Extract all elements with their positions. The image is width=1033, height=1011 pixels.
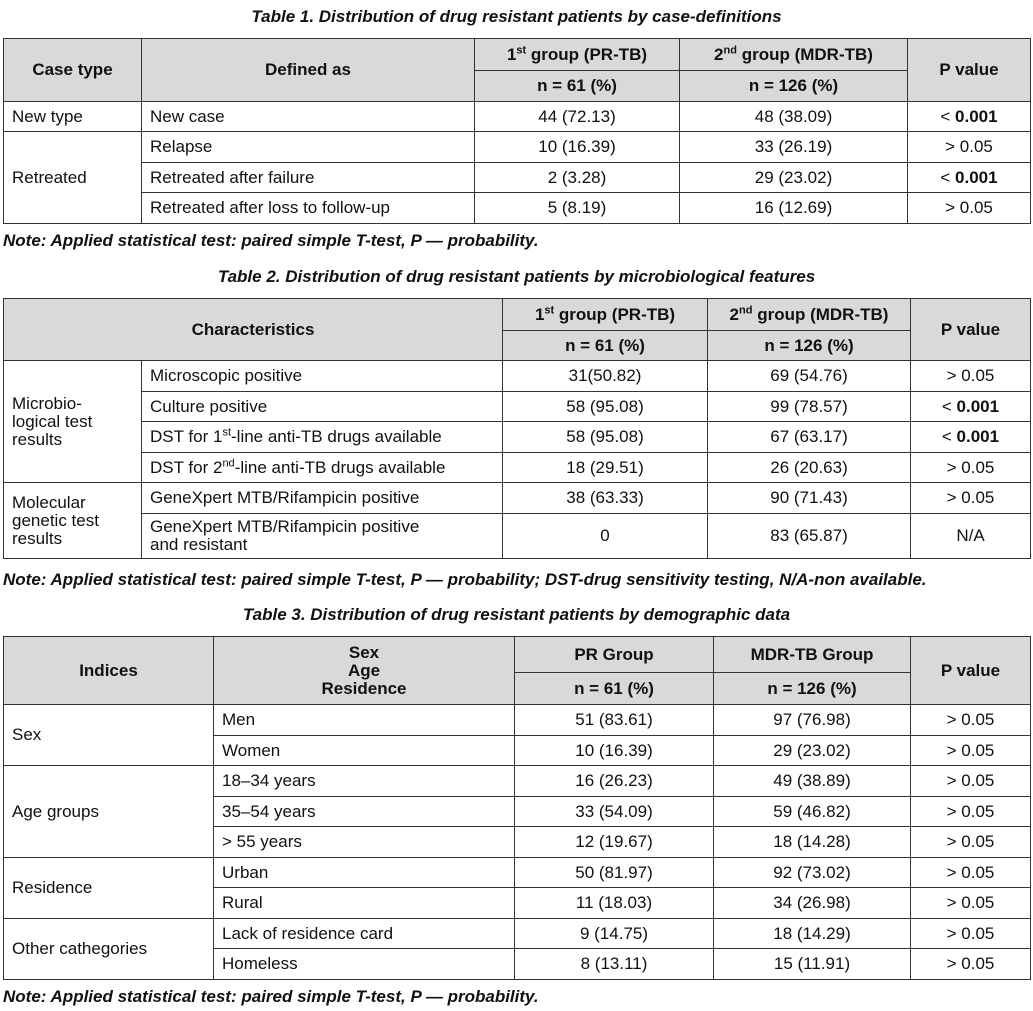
table2-header-characteristics: Characteristics bbox=[4, 299, 503, 361]
table1-cell-g2: 16 (12.69) bbox=[680, 193, 908, 224]
table2-cell-g1: 0 bbox=[503, 514, 708, 559]
table2-cell-g1: 58 (95.08) bbox=[503, 392, 708, 422]
table3-cell-p: > 0.05 bbox=[911, 827, 1031, 858]
table3-cell-item: Men bbox=[214, 705, 515, 736]
table1-cell-defined: Relapse bbox=[142, 132, 475, 163]
table2-cell-item: GeneXpert MTB/Rifampicin positive bbox=[142, 483, 503, 514]
table3-note: Note: Applied statistical test: paired simple T-test, P — probability. bbox=[3, 987, 539, 1006]
table2-cell-item: GeneXpert MTB/Rifampicin positive and resistant bbox=[142, 514, 503, 559]
table3-header-group1-n: n = 61 (%) bbox=[515, 673, 714, 705]
table1-cell-g2: 29 (23.02) bbox=[680, 163, 908, 193]
table2-cell-p: N/A bbox=[911, 514, 1031, 559]
table3-cell-g1: 9 (14.75) bbox=[515, 919, 714, 949]
table2-cell-g1: 31(50.82) bbox=[503, 361, 708, 392]
table3-cell-p: > 0.05 bbox=[911, 858, 1031, 888]
table3-cell-item: Rural bbox=[214, 888, 515, 919]
table3-cell-item: 35–54 years bbox=[214, 797, 515, 827]
table3-cell-g1: 51 (83.61) bbox=[515, 705, 714, 736]
table3-cell-p: > 0.05 bbox=[911, 919, 1031, 949]
table-row bbox=[4, 858, 1031, 888]
table3-cell-g1: 16 (26.23) bbox=[515, 766, 714, 797]
table2-group-microbiological: Microbio- logical test results bbox=[4, 361, 142, 483]
table-row bbox=[4, 483, 1031, 514]
table3-group-age: Age groups bbox=[4, 766, 214, 858]
table3-cell-g2: 15 (11.91) bbox=[714, 949, 911, 980]
table2-cell-p: > 0.05 bbox=[911, 361, 1031, 392]
table2-cell-g1: 38 (63.33) bbox=[503, 483, 708, 514]
table3-cell-g1: 8 (13.11) bbox=[515, 949, 714, 980]
table3-cell-item: Lack of residence card bbox=[214, 919, 515, 949]
table2-cell-p: > 0.05 bbox=[911, 483, 1031, 514]
table1-cell-type: Retreated bbox=[4, 132, 142, 224]
table3-cell-g1: 12 (19.67) bbox=[515, 827, 714, 858]
table2-caption: Table 2. Distribution of drug resistant patients by microbiological features bbox=[217, 267, 816, 286]
table3-cell-g2: 18 (14.29) bbox=[714, 919, 911, 949]
table2-cell-g2: 83 (65.87) bbox=[708, 514, 911, 559]
table3-cell-item: Women bbox=[214, 736, 515, 766]
table3-cell-item: Urban bbox=[214, 858, 515, 888]
table3-cell-g2: 59 (46.82) bbox=[714, 797, 911, 827]
table3 bbox=[3, 636, 1031, 980]
table3-cell-p: > 0.05 bbox=[911, 797, 1031, 827]
table3-cell-g2: 18 (14.28) bbox=[714, 827, 911, 858]
table2-cell-g2: 99 (78.57) bbox=[708, 392, 911, 422]
table-row bbox=[4, 705, 1031, 736]
table-row bbox=[4, 132, 1031, 163]
table2-cell-item: Culture positive bbox=[142, 392, 503, 422]
table3-header-group2: MDR-TB Group bbox=[714, 637, 911, 673]
table1-cell-p: > 0.05 bbox=[908, 132, 1031, 163]
table1-header-group1: 1st group (PR-TB) bbox=[475, 39, 680, 71]
table3-header-indices: Indices bbox=[4, 637, 214, 705]
table1-cell-type: New type bbox=[4, 102, 142, 132]
table1-cell-p: < 0.001 bbox=[908, 163, 1031, 193]
table2-header-group1-n: n = 61 (%) bbox=[503, 331, 708, 361]
table3-group-sex: Sex bbox=[4, 705, 214, 766]
table2-cell-item: DST for 1st-line anti-TB drugs available bbox=[142, 422, 503, 453]
table3-cell-g1: 10 (16.39) bbox=[515, 736, 714, 766]
table1-header-case-type: Case type bbox=[4, 39, 142, 102]
table1-cell-g2: 33 (26.19) bbox=[680, 132, 908, 163]
table3-cell-g2: 49 (38.89) bbox=[714, 766, 911, 797]
table1-cell-defined: Retreated after failure bbox=[142, 163, 475, 193]
table3-group-other: Other cathegories bbox=[4, 919, 214, 980]
table1-cell-g1: 5 (8.19) bbox=[475, 193, 680, 224]
table-row bbox=[4, 514, 1031, 559]
table2-cell-g2: 67 (63.17) bbox=[708, 422, 911, 453]
table1-header-group2: 2nd group (MDR-TB) bbox=[680, 39, 908, 71]
table-row bbox=[4, 919, 1031, 949]
table3-cell-p: > 0.05 bbox=[911, 736, 1031, 766]
table3-cell-g1: 33 (54.09) bbox=[515, 797, 714, 827]
table3-cell-p: > 0.05 bbox=[911, 766, 1031, 797]
table2-note: Note: Applied statistical test: paired simple T-test, P — probability; DST-drug sensitivity testing, N/A-non available. bbox=[3, 570, 927, 589]
table1-cell-p: > 0.05 bbox=[908, 193, 1031, 224]
table1-cell-g1: 2 (3.28) bbox=[475, 163, 680, 193]
table1-cell-g2: 48 (38.09) bbox=[680, 102, 908, 132]
table1-cell-g1: 44 (72.13) bbox=[475, 102, 680, 132]
table2-header-group1: 1st group (PR-TB) bbox=[503, 299, 708, 331]
table-row bbox=[4, 453, 1031, 483]
table3-cell-p: > 0.05 bbox=[911, 888, 1031, 919]
table3-cell-g2: 34 (26.98) bbox=[714, 888, 911, 919]
table2-cell-p: < 0.001 bbox=[911, 392, 1031, 422]
table3-header-group2-n: n = 126 (%) bbox=[714, 673, 911, 705]
table1-cell-p: < 0.001 bbox=[908, 102, 1031, 132]
table3-cell-item: 18–34 years bbox=[214, 766, 515, 797]
table2-header-group2-n: n = 126 (%) bbox=[708, 331, 911, 361]
table3-caption: Table 3. Distribution of drug resistant patients by demographic data bbox=[242, 605, 791, 624]
table3-group-residence: Residence bbox=[4, 858, 214, 919]
table-row bbox=[4, 102, 1031, 132]
table2-cell-g1: 18 (29.51) bbox=[503, 453, 708, 483]
table2-cell-p: > 0.05 bbox=[911, 453, 1031, 483]
table3-cell-g1: 11 (18.03) bbox=[515, 888, 714, 919]
table-row bbox=[4, 392, 1031, 422]
table1-cell-g1: 10 (16.39) bbox=[475, 132, 680, 163]
table-row bbox=[4, 193, 1031, 224]
table2-group-molecular: Molecular genetic test results bbox=[4, 483, 142, 559]
table1-header-defined-as: Defined as bbox=[142, 39, 475, 102]
table3-cell-item: Homeless bbox=[214, 949, 515, 980]
table3-cell-p: > 0.05 bbox=[911, 949, 1031, 980]
table3-header-subcategory: Sex Age Residence bbox=[214, 637, 515, 705]
table2-cell-g2: 90 (71.43) bbox=[708, 483, 911, 514]
table-row bbox=[4, 163, 1031, 193]
table3-cell-p: > 0.05 bbox=[911, 705, 1031, 736]
table3-cell-g2: 97 (76.98) bbox=[714, 705, 911, 736]
table2-cell-item: Microscopic positive bbox=[142, 361, 503, 392]
table2-cell-g1: 58 (95.08) bbox=[503, 422, 708, 453]
table3-cell-item: > 55 years bbox=[214, 827, 515, 858]
table1-note: Note: Applied statistical test: paired simple T-test, P — probability. bbox=[3, 231, 539, 250]
table1-caption: Table 1. Distribution of drug resistant patients by case-definitions bbox=[251, 7, 782, 26]
table3-header-group1: PR Group bbox=[515, 637, 714, 673]
table2 bbox=[3, 298, 1031, 559]
table-row bbox=[4, 766, 1031, 797]
table2-cell-g2: 69 (54.76) bbox=[708, 361, 911, 392]
table2-header-pvalue: P value bbox=[911, 299, 1031, 361]
table1-cell-defined: Retreated after loss to follow-up bbox=[142, 193, 475, 224]
table2-cell-g2: 26 (20.63) bbox=[708, 453, 911, 483]
table2-header-group2: 2nd group (MDR-TB) bbox=[708, 299, 911, 331]
table1-header-group2-n: n = 126 (%) bbox=[680, 71, 908, 102]
table1-header-pvalue: P value bbox=[908, 39, 1031, 102]
table-row bbox=[4, 361, 1031, 392]
table1-header-group1-n: n = 61 (%) bbox=[475, 71, 680, 102]
table-row bbox=[4, 422, 1031, 453]
table3-header-pvalue: P value bbox=[911, 637, 1031, 705]
table3-cell-g2: 29 (23.02) bbox=[714, 736, 911, 766]
table1 bbox=[3, 38, 1031, 224]
table1-cell-defined: New case bbox=[142, 102, 475, 132]
table3-cell-g2: 92 (73.02) bbox=[714, 858, 911, 888]
table2-cell-p: < 0.001 bbox=[911, 422, 1031, 453]
table2-cell-item: DST for 2nd-line anti-TB drugs available bbox=[142, 453, 503, 483]
table3-cell-g1: 50 (81.97) bbox=[515, 858, 714, 888]
